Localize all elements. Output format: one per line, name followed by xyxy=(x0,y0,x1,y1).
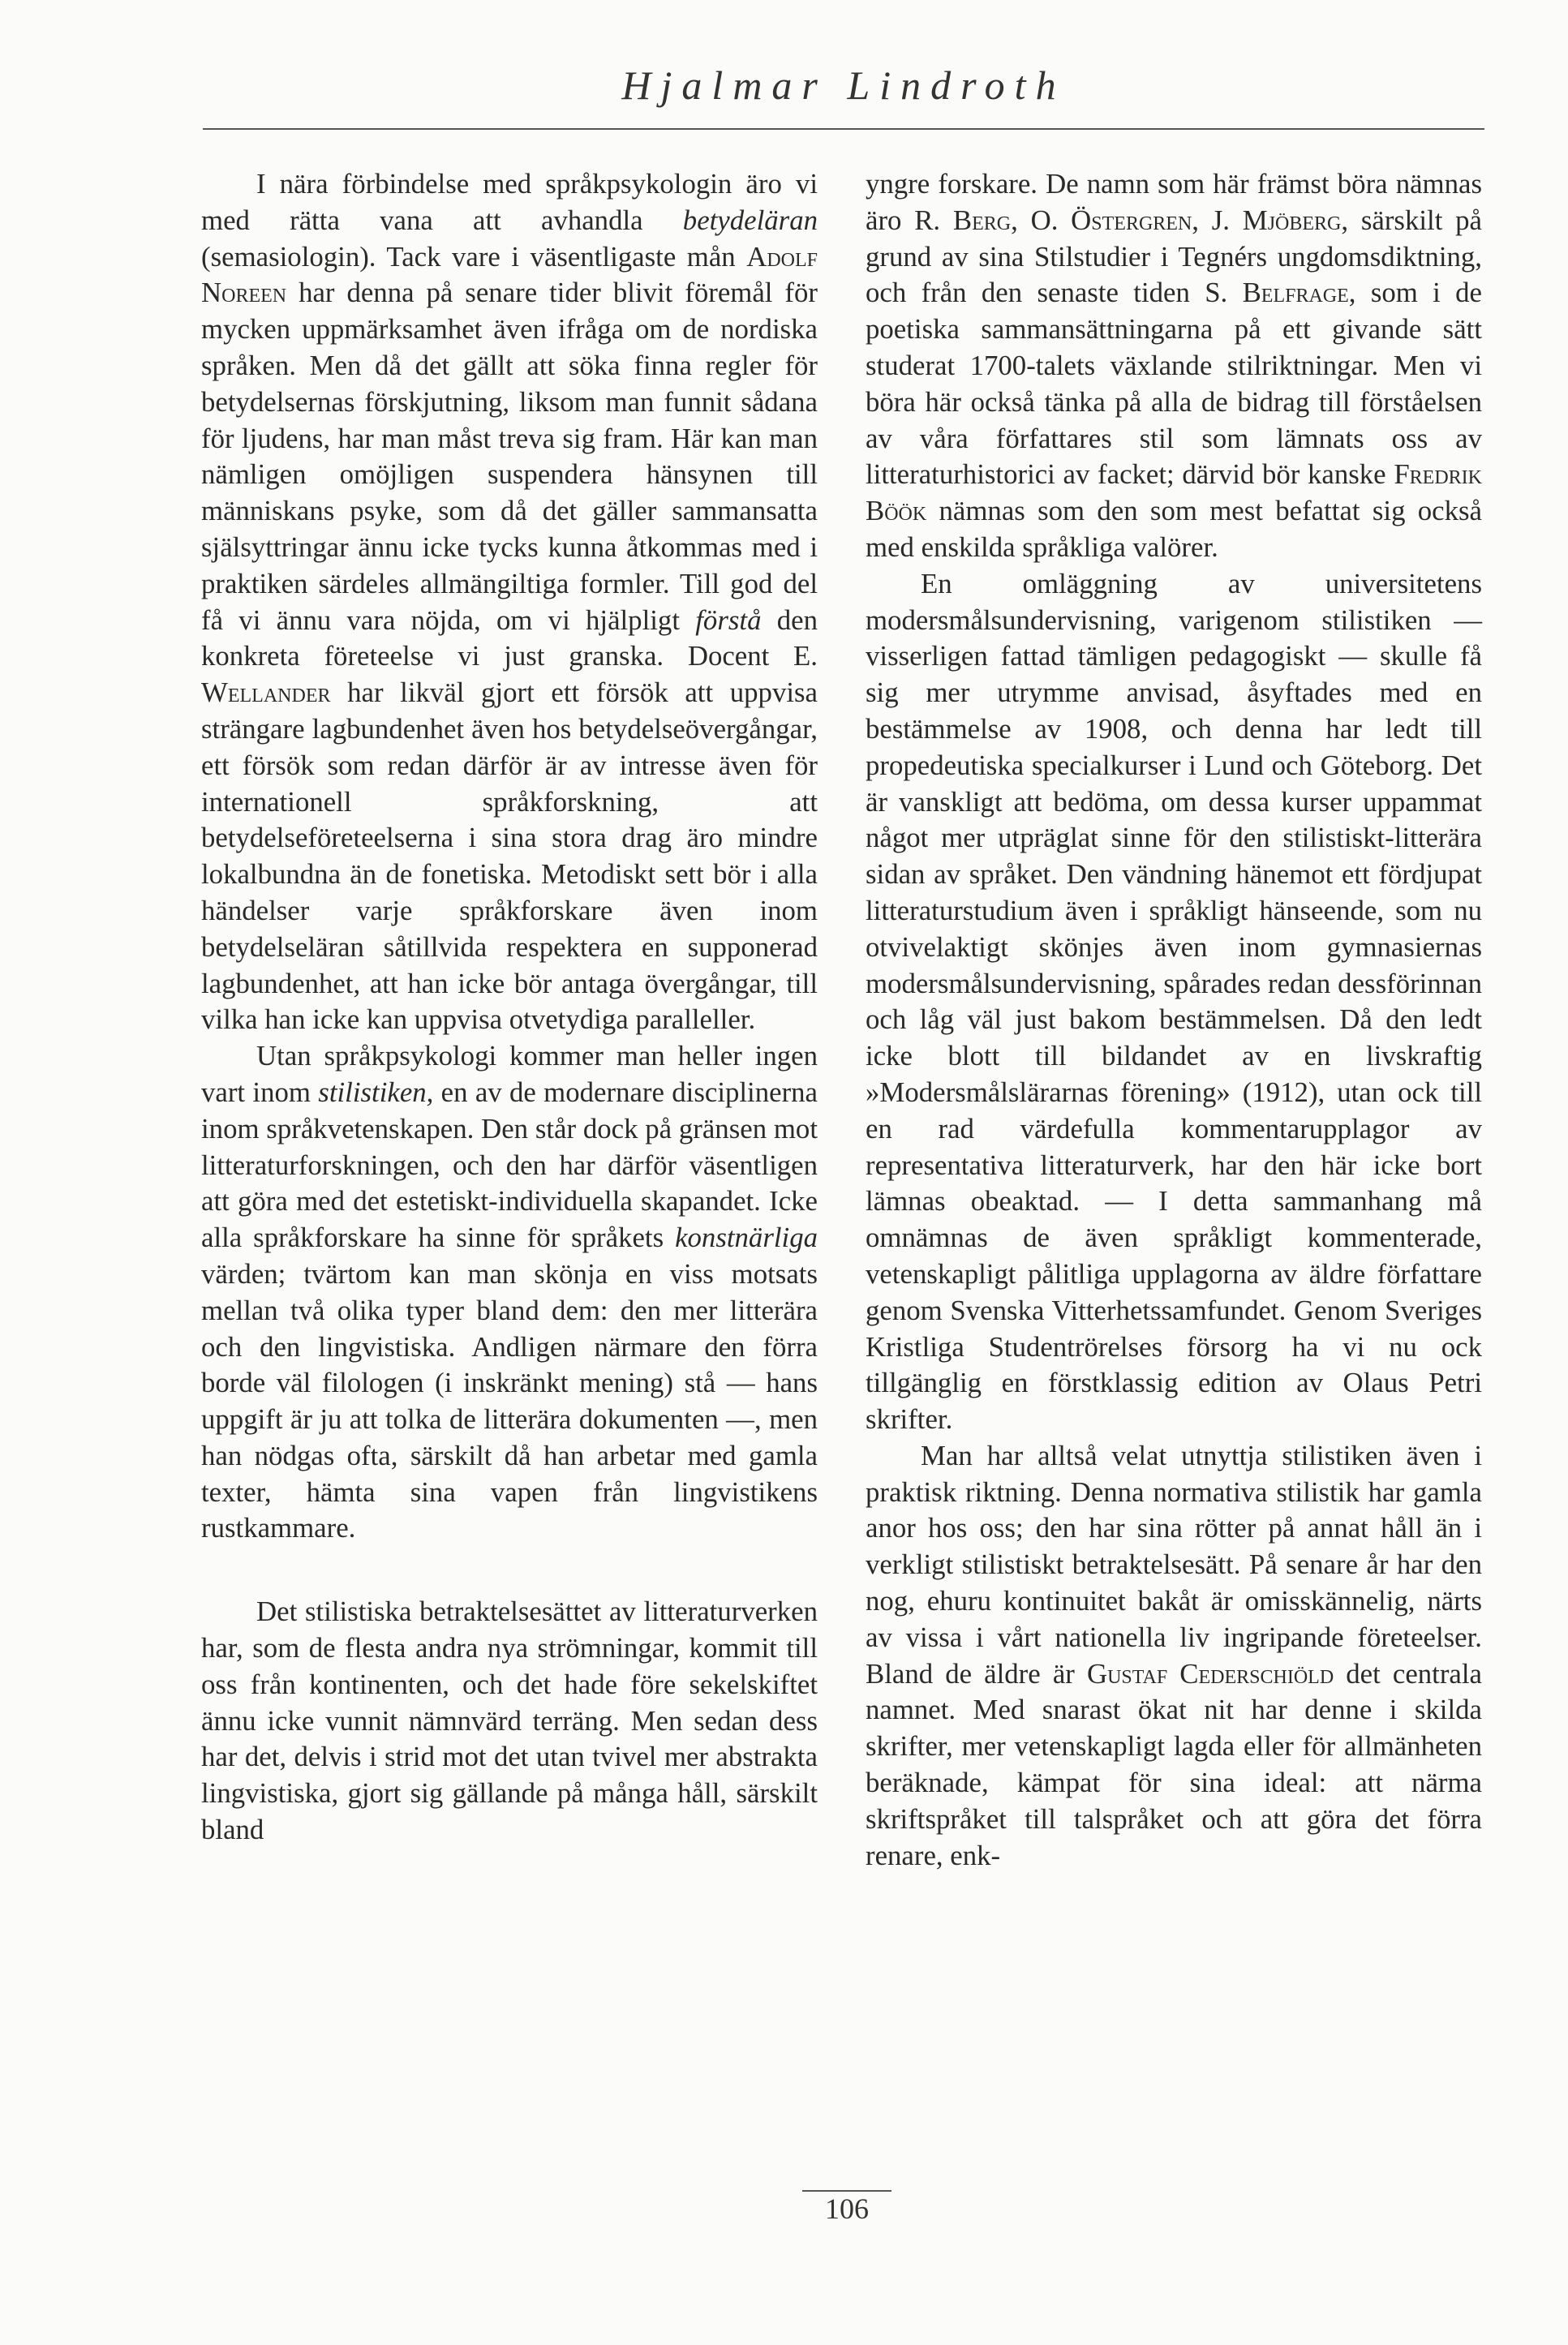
name-adolf-noreen: Adolf Noreen xyxy=(201,240,818,309)
name-wellander: Wellander xyxy=(201,676,331,709)
term-betydelselaran: betydeläran xyxy=(682,204,818,236)
name-mjoberg: J. Mjöberg xyxy=(1211,204,1342,236)
name-fredrik-book: Fredrik Böök xyxy=(866,458,1482,527)
term-forsta: förstå xyxy=(695,603,762,636)
paragraph-stilistiken: Utan språkpsykologi kommer man heller ingen vart inom stilistiken, en av de modernare disciplinerna inom språkvetenskapen. Den står dock på gränsen mot litteraturforskningen, och den har därför väsentligen att göra med det estetiskt-individuella skapandet. Icke alla språkforskare ha sinne för språkets konstnärliga värden; tvärtom kan man skönja en viss motsats mellan två olika typer bland dem: den mer litterära och den lingvistiska. Andligen närmare den förra borde väl filologen (i inskränkt mening) stå — hans uppgift är ju att tolka de litterära dokumenten —, men han nödgas ofta, särskilt då han arbetar med gamla texter, hämta sina vapen från lingvistikens rustkammare. xyxy=(201,1040,818,1544)
paragraph-stilistiska-betraktelsesattet: Det stilistiska betraktelsesättet av litteraturverken har, som de flesta andra nya strömningar, kommit till oss från kontinenten, och det hade före sekelskiftet ännu icke vunnit nämnvärd terräng. Men sedan dess har det, delvis i strid mot det utan tvivel mer abstrakta lingvistiska, gjort sig gällande på många håll, särskilt bland xyxy=(201,1596,818,1846)
term-stilistiken: stilistiken, xyxy=(318,1076,434,1108)
name-belfrage: S. Belfrage xyxy=(1205,277,1349,309)
header-rule xyxy=(203,128,1484,130)
paragraph-normativ-stilistik: Man har alltså velat utnyttja stilistiken även i praktisk riktning. Denna normativa stilistik har gamla anor hos oss; den har sina rötter på annat håll än i verkligt stilistiskt betraktelsesätt. På senare år har den nog, ehuru kontinuitet bakåt är omisskännelig, närts av vissa i vårt nationella liv ingripande företeelser. Bland de äldre är Gustaf Cederschiöld det centrala namnet. Med snarast ökat nit har denne i skilda skrifter, mer vetenskapligt lagda eller för allmänheten beräknade, kämpat för sina ideal: att närma skriftspråket till talspråket och att göra det förra renare, enk- xyxy=(866,1439,1482,1871)
running-head: Hjalmar Lindroth xyxy=(621,62,1066,108)
paragraph-yngre-forskare: yngre forskare. De namn som här främst böra nämnas äro R. Berg, O. Östergren, J. Mjöberg, särskilt på grund av sina Stilstudier i Tegnérs ungdomsdiktning, och från den senaste tiden S. Belfrage, som i de poetiska sammansättningarna på ett givande sätt studerat 1700-talets växlande stilriktningar. Men vi böra här också tänka på alla de bidrag till förståelsen av våra författares stil som lämnats oss av litteraturhistorici av facket; därvid bör kanske Fredrik Böök nämnas som den som mest befattat sig också med enskilda språkliga valörer. xyxy=(866,168,1482,563)
paragraph-omlaggning: En omläggning av universitetens modersmålsundervisning, varigenom stilistiken — visserligen fattad tämligen pedagogiskt — skulle få sig mer utrymme anvisad, åsyftades med en bestämmelse av 1908, och denna har ledt till propedeutiska specialkurser i Lund och Göteborg. Det är vanskligt att bedöma, om dessa kurser uppammat något mer utpräglat sinne för den stilistiskt-litterära sidan av språket. Den vändning hänemot ett fördjupat litteraturstudium även i språkligt hänseende, som nu otvivelaktigt skönjes även inom gymnasiernas modersmålsundervisning, spårades redan dessförinnan och låg väl just bakom bestämmelsen. Då den ledt icke blott till bildandet av en livskraftig »Modersmålslärarnas förening» (1912), utan ock till en rad värdefulla kommentarupplagor av representativa litteraturverk, har den här icke bort lämnas obeaktad. — I detta sammanhang må omnämnas de även språkligt kommenterade, vetenskapligt pålitliga upplagorna av äldre författare genom Svenska Vitterhetssamfundet. Genom Sveriges Kristliga Studentrörelses försorg ha vi nu ock tillgänglig en förstklassig edition av Olaus Petri skrifter. xyxy=(866,567,1482,1436)
left-column xyxy=(201,166,818,1849)
paragraph-semasiology: I nära förbindelse med språkpsykologin äro vi med rätta vana att avhandla betydeläran (semasiologin). Tack vare i väsentligaste mån Adolf Noreen har denna på senare tider blivit föremål för mycken uppmärksamhet även ifråga om de nordiska språken. Men då det gällt att söka finna regler för betydelsernas förskjutning, liksom man funnit sådana för ljudens, har man måst treva sig fram. Här kan man nämligen omöjligen suspendera hänsynen till människans psyke, som då det gäller sammansatta själsyttringar ännu icke tycks kunna åtkommas med i praktiken särdeles allmängiltiga formler. Till god del få vi ännu vara nöjda, om vi hjälpligt förstå den konkreta företeelse vi just granska. Docent E. Wellander har likväl gjort ett försök att uppvisa strängare lagbundenhet även hos betydelseövergångar, ett försök som redan därför är av intresse även för internationell språkforskning, att betydelseföreteelserna i sina stora drag äro mindre lokalbundna än de fonetiska. Metodiskt sett bör i alla händelser varje språkforskare även inom betydelseläran såtillvida respektera en supponerad lagbundenhet, att han icke bör antaga övergångar, till vilka han icke kan uppvisa otvetydiga paralleller. xyxy=(201,168,818,1036)
name-ostergren: O. Östergren xyxy=(1030,204,1192,236)
right-column xyxy=(866,166,1482,1874)
page-number: 106 xyxy=(825,2193,869,2225)
name-cederschiold: Gustaf Cederschiöld xyxy=(1086,1657,1334,1690)
term-konstnarliga: konstnärliga xyxy=(675,1222,818,1254)
name-berg: R. Berg xyxy=(914,204,1012,236)
